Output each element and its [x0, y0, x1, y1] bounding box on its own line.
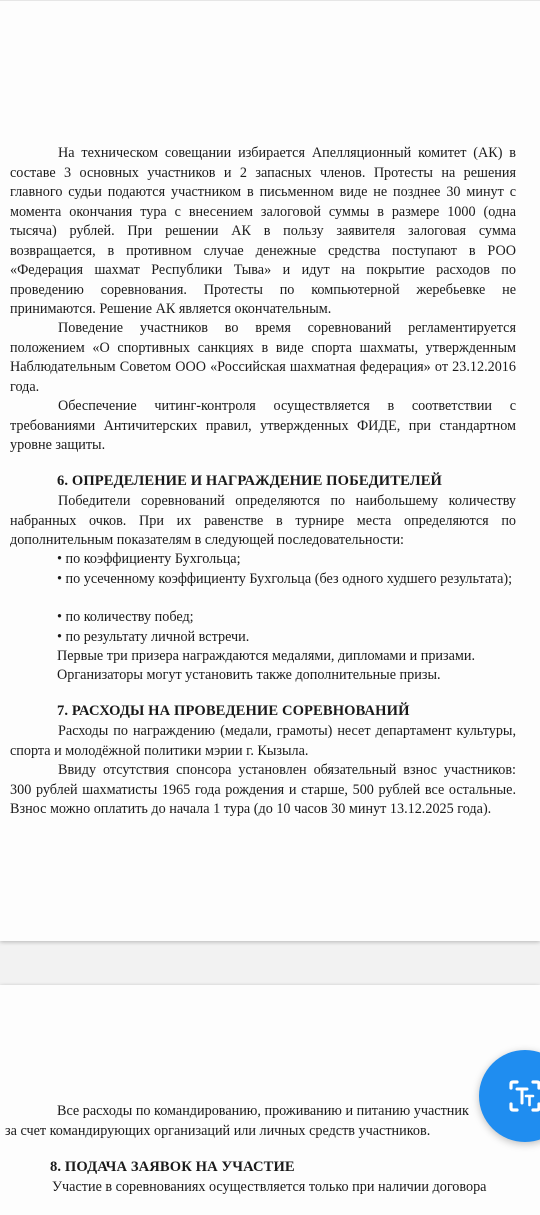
section-8-title: 8. ПОДАЧА ЗАЯВОК НА УЧАСТИЕ — [50, 1159, 295, 1175]
paragraph-expenses-line-2: за счет командирующих организаций или личных средств участников. — [5, 1123, 431, 1139]
paragraph-additional-prizes: Организаторы могут установить также дополнительные призы. — [57, 667, 441, 683]
list-item: • по коэффициенту Бухгольца; — [57, 551, 241, 567]
list-item: • по результату личной встречи. — [57, 629, 250, 645]
paragraph-expenses-line-1: Все расходы по командированию, проживанию и питанию участник — [57, 1103, 469, 1119]
translate-icon — [505, 1076, 540, 1116]
paragraph-prizes: Первые три призера награждаются медалями, дипломами и призами. — [57, 648, 476, 664]
paragraph-conduct: Поведение участников во время соревнований регламентируется положением «О спортивных санкциях в виде спорта шахматы, утвержденным Наблюдательным Советом ООО «Российская шахматная федерация» от 23.12.2016 года. — [10, 320, 516, 395]
paragraph-anti-cheating: Обеспечение читинг-контроля осуществляется в соответствии с требованиями Античитерских правил, утвержденных ФИДЕ, при стандартном уровне защиты. — [10, 398, 516, 453]
section-7-paragraph-2: Ввиду отсутствия спонсора установлен обязательный взнос участников: 300 рублей шахматисты 1965 года рождения и старше, 500 рублей все остальные. Взнос можно оплатить до начала 1 тура (до 10 часов 30 минут 13.12.2025 года). — [10, 762, 516, 817]
section-6-paragraph: Победители соревнований определяются по наибольшему количеству набранных очков. При их равенстве в турнире места определяются по дополнительным показателям в следующей последовательности: — [10, 493, 516, 548]
section-6-title: 6. ОПРЕДЕЛЕНИЕ И НАГРАЖДЕНИЕ ПОБЕДИТЕЛЕЙ — [57, 473, 442, 489]
list-item: • по количеству побед; — [57, 609, 194, 625]
section-7-title: 7. РАСХОДЫ НА ПРОВЕДЕНИЕ СОРЕВНОВАНИЙ — [57, 703, 410, 719]
section-8-paragraph: Участие в соревнованиях осуществляется только при наличии договора — [52, 1179, 487, 1195]
paragraph-appeals-committee: На техническом совещании избирается Апелляционный комитет (АК) в составе 3 основных участников и 2 запасных членов. Протесты на решения главного судьи подаются участником в письменном виде не позднее 30 минут с момента окончания тура с внесением залоговой суммы в размере 1000 (одна тысяча) рублей. При решении АК в пользу заявителя залоговая сумма возвращается, в противном случае денежные средства поступают в РОО «Федерация шахмат Республики Тыва» и идут на покрытие расходов по проведению соревнования. Протесты по компьютерной жеребьевке не принимаются. Решение АК является окончательным. — [10, 145, 516, 317]
list-item: • по усеченному коэффициенту Бухгольца (без одного худшего результата); — [57, 571, 513, 587]
section-7-paragraph-1: Расходы по награждению (медали, грамоты) несет департамент культуры, спорта и молодёжной политики мэрии г. Кызыла. — [10, 723, 516, 759]
document-page-2 — [0, 985, 540, 1215]
